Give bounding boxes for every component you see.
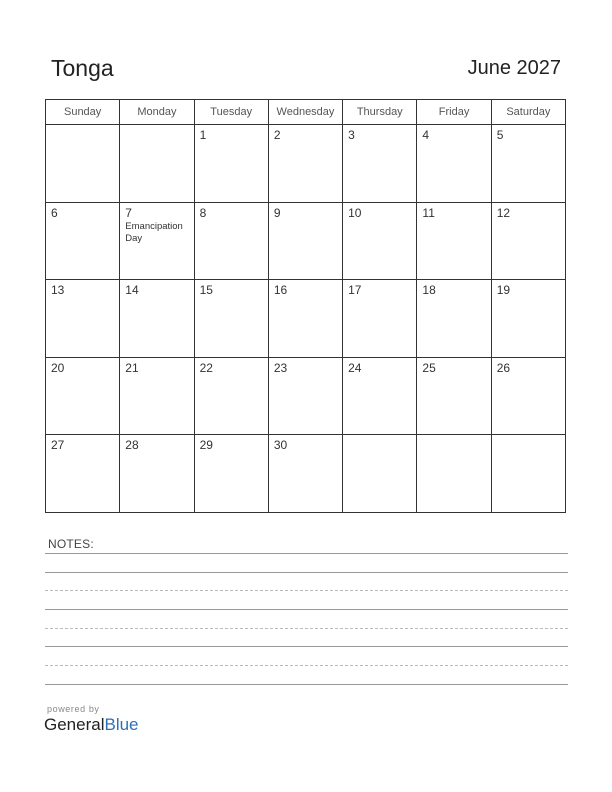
day-number: 28 (125, 438, 139, 453)
day-cell (417, 357, 491, 435)
weekday-saturday: Saturday (491, 100, 565, 125)
day-number: 12 (496, 205, 511, 220)
day-number: 13 (51, 283, 65, 298)
week-row (46, 435, 566, 513)
note-line (45, 590, 568, 591)
day-cell (46, 125, 120, 203)
note-line (45, 553, 568, 554)
day-cell (491, 125, 565, 203)
day-cell (120, 125, 194, 203)
day-cell (491, 435, 565, 513)
day-cell (343, 280, 417, 358)
day-number: 1 (199, 128, 207, 142)
weekday-sunday: Sunday (46, 100, 120, 125)
brand-name-blue: Blue (104, 715, 139, 734)
week-row (46, 357, 566, 435)
day-cell (268, 202, 342, 280)
note-line (45, 684, 568, 685)
country-title: Tonga (51, 55, 114, 81)
day-cell (417, 125, 491, 203)
day-number: 18 (422, 283, 436, 298)
note-line (45, 628, 568, 629)
day-cell (194, 357, 268, 435)
day-cell (194, 435, 268, 513)
day-cell (120, 357, 194, 435)
day-cell (46, 202, 120, 280)
day-number: 21 (125, 360, 139, 375)
day-cell (417, 435, 491, 513)
note-line (45, 609, 568, 610)
day-number: 6 (51, 205, 58, 220)
powered-by-text: powered by (47, 704, 100, 714)
day-number: 7 (125, 205, 132, 220)
day-number: 2 (273, 128, 281, 142)
weekday-thursday: Thursday (343, 100, 417, 125)
day-number: 14 (125, 283, 139, 298)
week-row (46, 125, 566, 203)
day-number: 3 (348, 128, 355, 142)
week-row (46, 202, 566, 280)
day-cell (268, 280, 342, 358)
day-number: 26 (496, 360, 511, 375)
generalblue-logo (44, 704, 139, 735)
weekday-wednesday: Wednesday (268, 100, 342, 125)
day-number: 8 (199, 205, 207, 220)
day-cell (120, 202, 194, 280)
day-number: 23 (273, 360, 288, 375)
day-cell (491, 357, 565, 435)
day-number: 16 (273, 283, 288, 298)
day-cell (120, 280, 194, 358)
weekday-monday: Monday (120, 100, 194, 125)
day-cell (343, 202, 417, 280)
day-cell (46, 435, 120, 513)
day-cell (491, 280, 565, 358)
day-cell (417, 280, 491, 358)
day-cell (268, 357, 342, 435)
day-cell (46, 280, 120, 358)
day-cell (268, 125, 342, 203)
day-cell (268, 435, 342, 513)
note-line (45, 646, 568, 647)
day-number: 9 (273, 205, 281, 220)
day-number: 17 (348, 283, 362, 298)
day-number: 22 (199, 360, 213, 375)
day-number: 29 (199, 438, 213, 453)
holiday-label: Emancipation Day (125, 220, 183, 244)
day-number: 15 (199, 283, 213, 298)
week-row (46, 280, 566, 358)
weekday-friday: Friday (417, 100, 491, 125)
weekday-tuesday: Tuesday (194, 100, 268, 125)
day-cell (491, 202, 565, 280)
note-line (45, 665, 568, 666)
day-number: 30 (273, 438, 288, 453)
day-cell (417, 202, 491, 280)
day-cell (343, 125, 417, 203)
day-number: 4 (422, 128, 430, 142)
day-cell (194, 125, 268, 203)
day-cell (343, 435, 417, 513)
day-number: 25 (422, 360, 436, 375)
day-number: 11 (422, 205, 435, 220)
notes-label: NOTES: (48, 537, 94, 551)
month-year-title: June 2027 (467, 57, 561, 79)
day-number: 5 (496, 128, 504, 142)
calendar-grid (45, 99, 566, 513)
day-number: 20 (51, 360, 65, 375)
day-cell (120, 435, 194, 513)
brand-name (44, 715, 139, 735)
day-number: 27 (51, 438, 65, 453)
note-line (45, 572, 568, 573)
day-cell (194, 202, 268, 280)
day-cell (343, 357, 417, 435)
day-number: 10 (348, 205, 362, 220)
day-number: 24 (348, 360, 362, 375)
day-cell (46, 357, 120, 435)
weekday-header-row (46, 100, 566, 125)
day-number: 19 (496, 283, 511, 298)
brand-name-general: General (44, 715, 105, 734)
day-cell (194, 280, 268, 358)
